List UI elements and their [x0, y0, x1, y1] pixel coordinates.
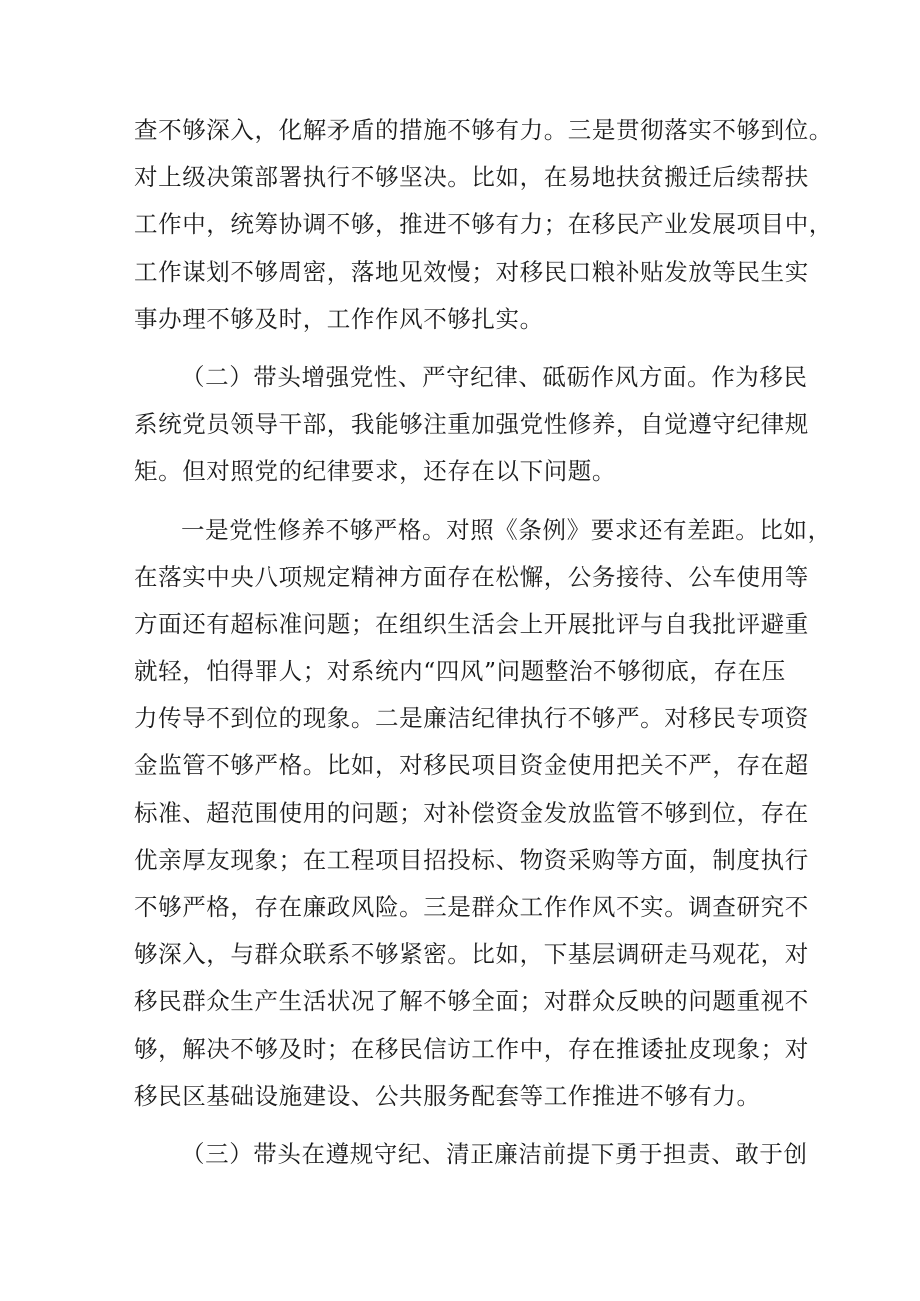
paragraph-line: 工作谋划不够周密，落地见效慢；对移民口粮补贴发放等民生实 [134, 257, 809, 286]
paragraph-3 [134, 507, 832, 1120]
paragraph-line: 方面还有超标准问题；在组织生活会上开展批评与自我批评避重 [134, 609, 809, 638]
paragraph-line: 够深入，与群众联系不够紧密。比如，下基层调研走马观花，对 [134, 940, 809, 969]
paragraph-line: 力传导不到位的现象。二是廉洁纪律执行不够严。对移民专项资 [134, 704, 809, 733]
paragraph-line: 金监管不够严格。比如，对移民项目资金使用把关不严，存在超 [134, 751, 809, 780]
paragraph-line: 一是党性修养不够严格。对照《条例》要求还有差距。比如， [181, 515, 832, 544]
paragraph-line: 移民区基础设施建设、公共服务配套等工作推进不够有力。 [134, 1081, 761, 1110]
paragraph-line: 标准、超范围使用的问题；对补偿资金发放监管不够到位，存在 [134, 798, 809, 827]
paragraph-line: 够，解决不够及时；在移民信访工作中，存在推诿扯皮现象；对 [134, 1034, 809, 1063]
paragraph-line: 对上级决策部署执行不够坚决。比如，在易地扶贫搬迁后续帮扶 [134, 163, 809, 192]
paragraph-line: 优亲厚友现象；在工程项目招投标、物资采购等方面，制度执行 [134, 845, 809, 874]
paragraph-gap [134, 1120, 794, 1131]
paragraph-line: 移民群众生产生活状况了解不够全面；对群众反映的问题重视不 [134, 987, 809, 1016]
paragraph-gap [134, 496, 794, 507]
paragraph-line: 在落实中央八项规定精神方面存在松懈，公务接待、公车使用等 [134, 562, 809, 591]
paragraph-line: 矩。但对照党的纪律要求，还存在以下问题。 [134, 457, 616, 486]
paragraph-4 [134, 1131, 808, 1178]
paragraph-1 [134, 107, 833, 343]
document-body [134, 107, 833, 1178]
paragraph-line: 工作中，统筹协调不够，推进不够有力；在移民产业发展项目中， [134, 210, 833, 239]
paragraph-line: （三）带头在遵规守纪、清正廉洁前提下勇于担责、敢于创 [181, 1139, 808, 1168]
paragraph-line: 事办理不够及时，工作作风不够扎实。 [134, 304, 544, 333]
paragraph-2 [134, 354, 809, 496]
paragraph-line: 不够严格，存在廉政风险。三是群众工作作风不实。调查研究不 [134, 893, 809, 921]
paragraph-line: （二）带头增强党性、严守纪律、砥砺作风方面。作为移民 [181, 362, 808, 391]
paragraph-gap [134, 343, 794, 354]
paragraph-line: 就轻，怕得罪人；对系统内“四风”问题整治不够彻底，存在压 [134, 657, 786, 686]
paragraph-line: 查不够深入，化解矛盾的措施不够有力。三是贯彻落实不够到位。 [134, 116, 833, 144]
paragraph-line: 系统党员领导干部，我能够注重加强党性修养，自觉遵守纪律规 [134, 410, 809, 439]
